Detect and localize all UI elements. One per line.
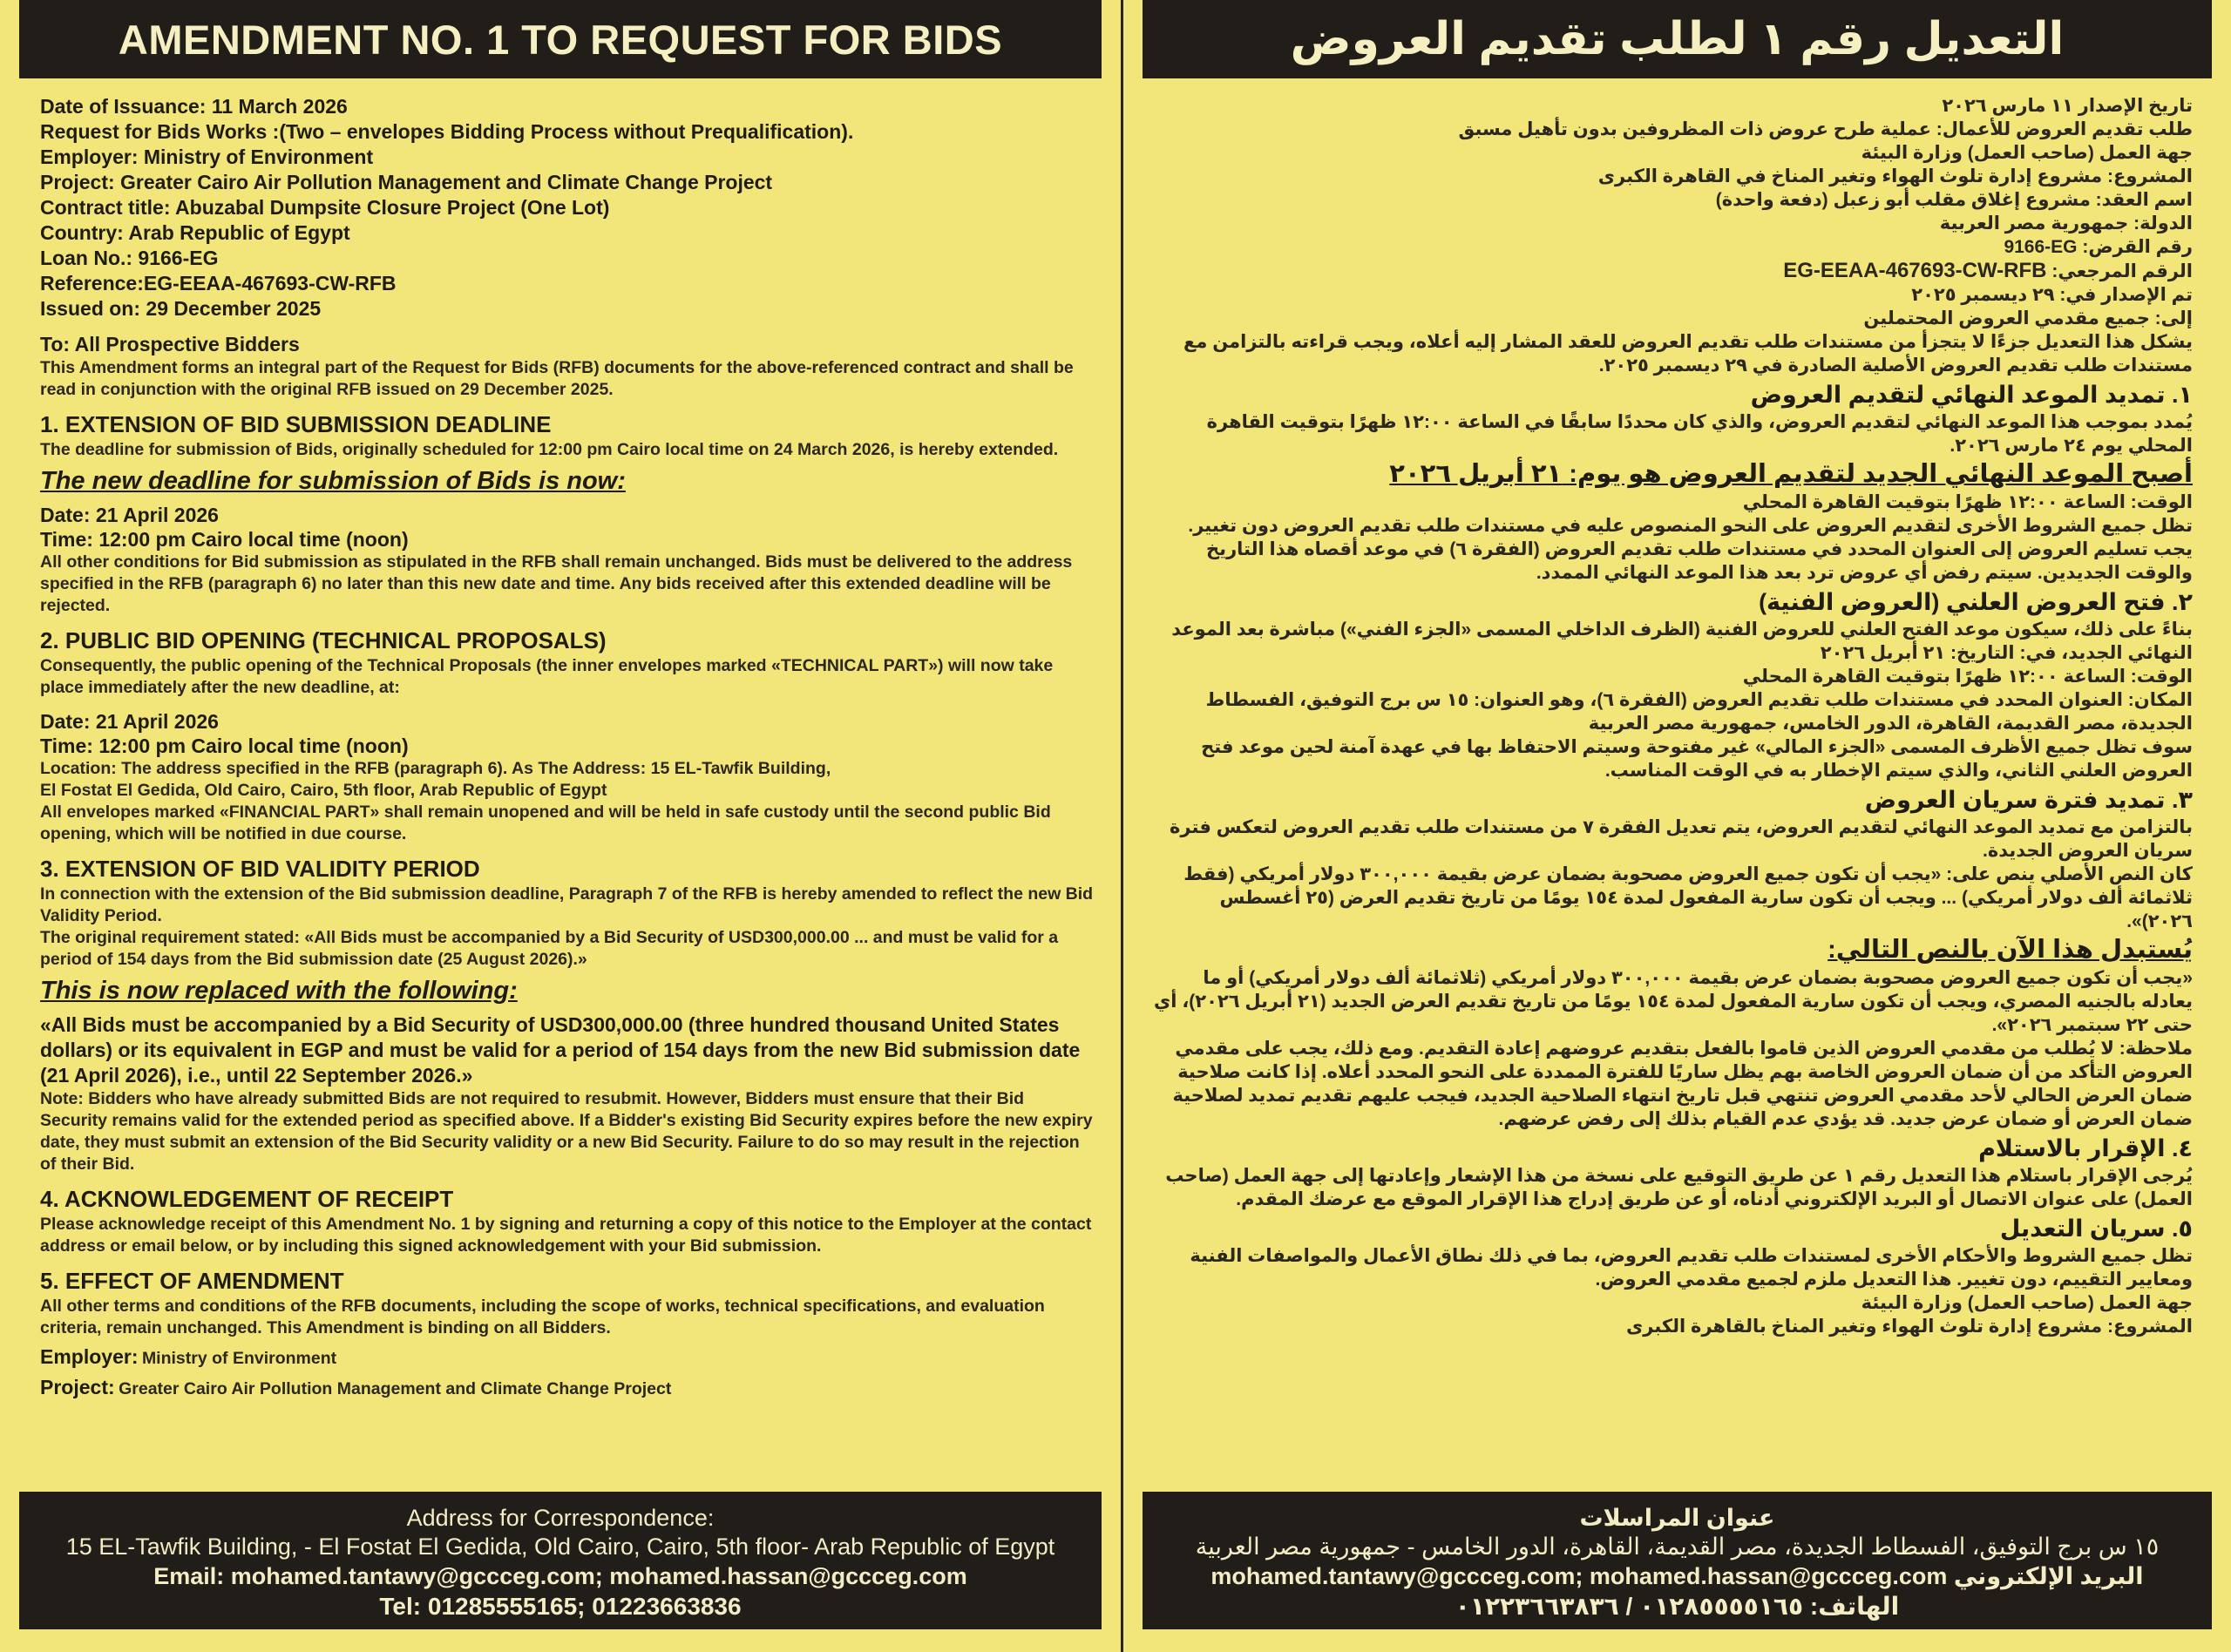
arabic-section-3-heading: ٣. تمديد فترة سريان العروض: [1864, 787, 2193, 813]
project-label: Project:: [40, 1376, 115, 1398]
arabic-employer-line: جهة العمل (صاحب العمل) وزارة البيئة: [1861, 143, 2193, 163]
english-footer: [19, 1492, 1102, 1629]
arabic-section-2-text: بناءً على ذلك، سيكون موعد الفتح العلني للعروض الفنية (الظرف الداخلي المسمى «الجزء الفني») مباشرة بعد الموعد النهائي الجديد، في: التاريخ: ٢١ أبريل ٢٠٢٦: [1171, 620, 2193, 663]
arabic-section-1-heading: ١. تمديد الموعد النهائي لتقديم العروض: [1750, 382, 2193, 408]
english-title: AMENDMENT NO. 1 TO REQUEST FOR BIDS: [118, 16, 1003, 63]
arabic-reference-label: الرقم المرجعي:: [2051, 261, 2193, 281]
arabic-project: المشروع: مشروع إدارة تلوث الهواء وتغير المناخ بالقاهرة الكبرى: [1626, 1317, 2193, 1337]
arabic-title: التعديل رقم ١ لطلب تقديم العروض: [1290, 14, 2065, 64]
section-3-heading: 3. EXTENSION OF BID VALIDITY PERIOD: [40, 856, 480, 882]
english-meta: [40, 94, 1095, 322]
section-2-time: Time: 12:00 pm Cairo local time (noon): [40, 735, 409, 757]
arabic-loan-label: رقم القرض:: [2082, 237, 2193, 257]
reference-line: Reference:EG-EEAA-467693-CW-RFB: [40, 272, 397, 295]
arabic-reference-line: [1149, 259, 2193, 283]
new-deadline-heading: The new deadline for submission of Bids is now:: [40, 467, 626, 495]
section-2-location-cont: El Fostat El Gedida, Old Cairo, Cairo, 5th floor, Arab Republic of Egypt: [40, 781, 607, 800]
arabic-section-4-heading: ٤. الإقرار بالاستلام: [1978, 1135, 2193, 1161]
arabic-section-1-text: يُمدد بموجب هذا الموعد النهائي لتقديم العروض، والذي كان محددًا سابقًا في الساعة ١٢:٠٠ ظهرًا بتوقيت القاهرة المحلي يوم ٢٤ مارس ٢٠٢٦.: [1206, 412, 2193, 456]
employer-signature-line: [40, 1344, 1095, 1370]
english-title-bar: [19, 0, 1102, 78]
arabic-country-line: الدولة: جمهورية مصر العربية: [1939, 213, 2193, 234]
arabic-section-3-original: كان النص الأصلي ينص على: «يجب أن تكون جميع العروض مصحوبة بضمان عرض بقيمة ٣٠٠,٠٠٠ دولار أمريكي (فقط ثلاثمائة ألف دولار أمريكي) ... ويجب أن تكون سارية المفعول لمدة ١٥٤ يومًا من تاريخ تقديم العرض (٢٥ أغسطس ٢٠٢٦)».: [1183, 864, 2193, 931]
arabic-section-2-financial: سوف تظل جميع الأظرف المسمى «الجزء المالي» غير مفتوحة وسيتم الاحتفاظ بها في عهدة آمنة لحين موعد فتح العروض العلني الثاني، والذي سيتم الإخطار به في الوقت المناسب.: [1201, 737, 2193, 781]
arabic-email-line: [1143, 1561, 2212, 1591]
arabic-section-1-conditions: تظل جميع الشروط الأخرى لتقديم العروض على النحو المنصوص عليه في مستندات طلب تقديم العروض دون تغيير. يجب تسليم العروض إلى العنوان المحدد في مستندات طلب تقديم العروض (الفقرة ٦) في موعد أقصاه هذا التاريخ والوقت الجديدين. سيتم رفض أي عروض ترد بعد هذا الموعد النهائي الممدد.: [1188, 516, 2193, 583]
arabic-correspondence-address: ١٥ س برج التوفيق، الفسطاط الجديدة، مصر القديمة، القاهرة، الدور الخامس - جمهورية مصر العربية: [1195, 1534, 2160, 1560]
country-line: Country: Arab Republic of Egypt: [40, 221, 350, 244]
arabic-section-2-time: الوقت: الساعة ١٢:٠٠ ظهرًا بتوقيت القاهرة المحلي: [1742, 667, 2193, 687]
section-1-time: Time: 12:00 pm Cairo local time (noon): [40, 528, 409, 551]
arabic-addressee: إلى: جميع مقدمي العروض المحتملين: [1863, 308, 2193, 328]
arabic-section-4-text: يُرجى الإقرار باستلام هذا التعديل رقم ١ عن طريق التوقيع على نسخة من هذا الإشعار وإعادتها إلى جهة العمل (صاحب العمل) على عنوان الاتصال أو البريد الإلكتروني أدناه، أو عن طريق إدراج هذا الإقرار الموقع مع عرضك المقدم.: [1165, 1166, 2193, 1209]
arabic-section-3-text: بالتزامن مع تمديد الموعد النهائي لتقديم العروض، يتم تعديل الفقرة ٧ من مستندات طلب تقديم العروض لتعكس فترة سريان العروض الجديدة.: [1170, 817, 2193, 861]
arabic-column: [1121, 0, 2231, 1652]
project-signature-line: [40, 1375, 1095, 1400]
arabic-email-link[interactable]: mohamed.tantawy@gccceg.com; mohamed.hassan@gccceg.com: [1210, 1563, 1948, 1589]
arabic-section-1-time: الوقت: الساعة ١٢:٠٠ ظهرًا بتوقيت القاهرة المحلي: [1742, 492, 2193, 512]
contract-title-line: Contract title: Abuzabal Dumpsite Closure Project (One Lot): [40, 196, 610, 219]
section-2-heading: 2. PUBLIC BID OPENING (TECHNICAL PROPOSALS): [40, 627, 607, 653]
arabic-section-2-location: المكان: العنوان المحدد في مستندات طلب تقديم العروض (الفقرة ٦)، وهو العنوان: ١٥ س برج التوفيق، الفسطاط الجديدة، مصر القديمة، القاهرة، الدور الخامس، جمهورية مصر العربية: [1205, 690, 2193, 734]
section-3-new-requirement: «All Bids must be accompanied by a Bid Security of USD300,000.00 (three hundred thousand United States dollars) or its equivalent in EGP and must be valid for a period of 154 days from the new Bid submission date (21 April 2026), i.e., until 22 September 2026.»: [40, 1013, 1081, 1087]
arabic-title-bar: [1143, 0, 2212, 78]
issuance-date: Date of Issuance: 11 March 2026: [40, 95, 348, 118]
arabic-replaced-heading: يُستبدل هذا الآن بالنص التالي:: [1828, 936, 2193, 964]
arabic-section-3-new: «يجب أن تكون جميع العروض مصحوبة بضمان عرض بقيمة ٣٠٠,٠٠٠ دولار أمريكي (ثلاثمائة ألف دولار أمريكي) أو ما يعادله بالجنيه المصري، ويجب أن تكون سارية المفعول لمدة ١٥٤ يومًا من تاريخ تقديم العرض الجديد (٢١ أبريل ٢٠٢٦)، أي حتى ٢٢ سبتمبر ٢٠٢٦».: [1154, 968, 2193, 1035]
arabic-correspondence-heading: عنوان المراسلات: [1579, 1505, 1775, 1531]
section-1-text: The deadline for submission of Bids, originally scheduled for 12:00 pm Cairo local time on 24 March 2026, is hereby extended.: [40, 440, 1059, 459]
section-3-original: The original requirement stated: «All Bids must be accompanied by a Bid Security of USD300,000.00 ... and must be valid for a period of 154 days from the Bid submission date (25 August 2026).»: [40, 928, 1059, 969]
section-3-text: In connection with the extension of the Bid submission deadline, Paragraph 7 of the RFB is hereby amended to reflect the new Bid Validity Period.: [40, 884, 1094, 925]
project-line: Project: Greater Cairo Air Pollution Management and Climate Change Project: [40, 171, 773, 193]
arabic-intro: يشكل هذا التعديل جزءًا لا يتجزأ من مستندات طلب تقديم العروض للعقد المشار إليه أعلاه، ويجب قراءته بالتزامن مع مستندات طلب تقديم العروض الأصلية الصادرة في ٢٩ ديسمبر ٢٠٢٥.: [1183, 332, 2193, 376]
arabic-issuance-date: تاريخ الإصدار ١١ مارس ٢٠٢٦: [1942, 96, 2193, 116]
email-link[interactable]: Email: mohamed.tantawy@gccceg.com; mohamed.hassan@gccceg.com: [153, 1563, 967, 1589]
section-3-note: Note: Bidders who have already submitted Bids are not required to resubmit. However, Bidders must ensure that their Bid Security remains valid for the extended period as specified above. If a Bidder's existing Bid Security expires before the new expiry date, they must submit an extension of the Bid Security validity or a new Bid Security. Failure to do so may result in the rejection of their Bid.: [40, 1089, 1093, 1174]
arabic-project-line: المشروع: مشروع إدارة تلوث الهواء وتغير المناخ في القاهرة الكبرى: [1597, 166, 2193, 186]
project-value: Greater Cairo Air Pollution Management and Climate Change Project: [119, 1379, 672, 1398]
correspondence-address: 15 EL-Tawfik Building, - El Fostat El Gedida, Old Cairo, Cairo, 5th floor- Arab Republic of Egypt: [65, 1534, 1055, 1560]
arabic-section-2-heading: ٢. فتح العروض العلني (العروض الفنية): [1759, 589, 2193, 615]
intro-paragraph: This Amendment forms an integral part of the Request for Bids (RFB) documents for the above-referenced contract and shall be read in conjunction with the original RFB issued on 29 December 2025.: [40, 358, 1074, 399]
section-2-financial-note: All envelopes marked «FINANCIAL PART» shall remain unopened and will be held in safe custody until the second public Bid opening, which will be notified in due course.: [40, 802, 1051, 843]
english-body: [40, 94, 1095, 1400]
arabic-section-5-text: تظل جميع الشروط والأحكام الأخرى لمستندات طلب تقديم العروض، بما في ذلك نطاق الأعمال والمواصفات الفنية ومعايير التقييم، دون تغيير. هذا التعديل ملزم لجميع مقدمي العروض.: [1190, 1246, 2193, 1290]
section-5-heading: 5. EFFECT OF AMENDMENT: [40, 1268, 344, 1294]
arabic-loan-value: 9166-EG: [2004, 237, 2078, 257]
correspondence-heading: Address for Correspondence:: [406, 1505, 715, 1531]
arabic-new-deadline: أصبح الموعد النهائي الجديد لتقديم العروض هو يوم: ٢١ أبريل ٢٠٢٦: [1389, 460, 2193, 488]
section-4-text: Please acknowledge receipt of this Amendment No. 1 by signing and returning a copy of this notice to the Employer at the contact address or email below, or by including this signed acknowledgement with your Bid submission.: [40, 1215, 1092, 1256]
section-2-location: Location: The address specified in the RFB (paragraph 6). As The Address: 15 EL-Tawfik Building,: [40, 759, 831, 778]
section-5-text: All other terms and conditions of the RFB documents, including the scope of works, technical specifications, and evaluation criteria, remain unchanged. This Amendment is binding on all Bidders.: [40, 1297, 1045, 1337]
section-2-text: Consequently, the public opening of the Technical Proposals (the inner envelopes marked «TECHNICAL PART») will now take place immediately after the new deadline, at:: [40, 656, 1054, 697]
loan-number-line: Loan No.: 9166-EG: [40, 247, 219, 269]
employer-line: Employer: Ministry of Environment: [40, 146, 374, 168]
arabic-email-label: البريد الإلكتروني: [1953, 1563, 2144, 1589]
employer-label: Employer:: [40, 1345, 139, 1368]
section-4-heading: 4. ACKNOWLEDGEMENT OF RECEIPT: [40, 1186, 454, 1212]
arabic-issued-line: تم الإصدار في: ٢٩ ديسمبر ٢٠٢٥: [1911, 285, 2193, 305]
issued-on-line: Issued on: 29 December 2025: [40, 297, 322, 320]
arabic-reference-value: EG-EEAA-467693-CW-RFB: [1783, 259, 2047, 282]
section-1-date: Date: 21 April 2026: [40, 504, 219, 526]
arabic-request-line: طلب تقديم العروض للأعمال: عملية طرح عروض ذات المظروفين بدون تأهيل مسبق: [1458, 119, 2193, 139]
section-1-conditions: All other conditions for Bid submission as stipulated in the RFB shall remain unchanged. Bids must be delivered to the address specified in the RFB (paragraph 6) no later than this new date and time. Any bids received after this extended deadline will be rejected.: [40, 552, 1073, 615]
section-1-heading: 1. EXTENSION OF BID SUBMISSION DEADLINE: [40, 411, 552, 437]
arabic-footer: [1143, 1492, 2212, 1629]
arabic-employer: جهة العمل (صاحب العمل) وزارة البيئة: [1861, 1293, 2193, 1313]
addressee-line: To: All Prospective Bidders: [40, 333, 300, 355]
telephone-line: Tel: 01285555165; 01223663836: [379, 1593, 742, 1620]
request-for-bids-line: Request for Bids Works :(Two – envelopes Bidding Process without Prequalification).: [40, 120, 854, 143]
arabic-contract-line: اسم العقد: مشروع إغلاق مقلب أبو زعبل (دفعة واحدة): [1715, 190, 2193, 210]
arabic-body: [1149, 94, 2193, 1338]
employer-value: Ministry of Environment: [141, 1349, 337, 1368]
replaced-heading: This is now replaced with the following:: [40, 977, 518, 1005]
arabic-section-5-heading: ٥. سريان التعديل: [1999, 1215, 2193, 1242]
arabic-loan-line: [1149, 235, 2193, 259]
arabic-telephone-line: الهاتف: ٠١٢٨٥٥٥٥١٦٥ / ٠١٢٢٣٦٦٣٨٣٦: [1455, 1593, 1900, 1620]
arabic-section-3-note: ملاحظة: لا يُطلب من مقدمي العروض الذين قاموا بالفعل بتقديم عروضهم إعادة التقديم. ومع ذلك، يجب على مقدمي العروض التأكد من أن ضمان العروض الخاصة بهم يظل ساريًا للفترة الممددة على النحو المحدد أعلاه. إذا كانت صلاحية ضمان العرض الحالي لأحد مقدمي العروض تنتهي قبل تاريخ انتهاء الصلاحية الجديد، فيجب عليهم تقديم تمديد لصلاحية ضمان العرض أو ضمان عرض جديد. قد يؤدي عدم القيام بذلك إلى رفض عرضهم.: [1172, 1039, 2193, 1129]
section-2-date: Date: 21 April 2026: [40, 710, 219, 733]
